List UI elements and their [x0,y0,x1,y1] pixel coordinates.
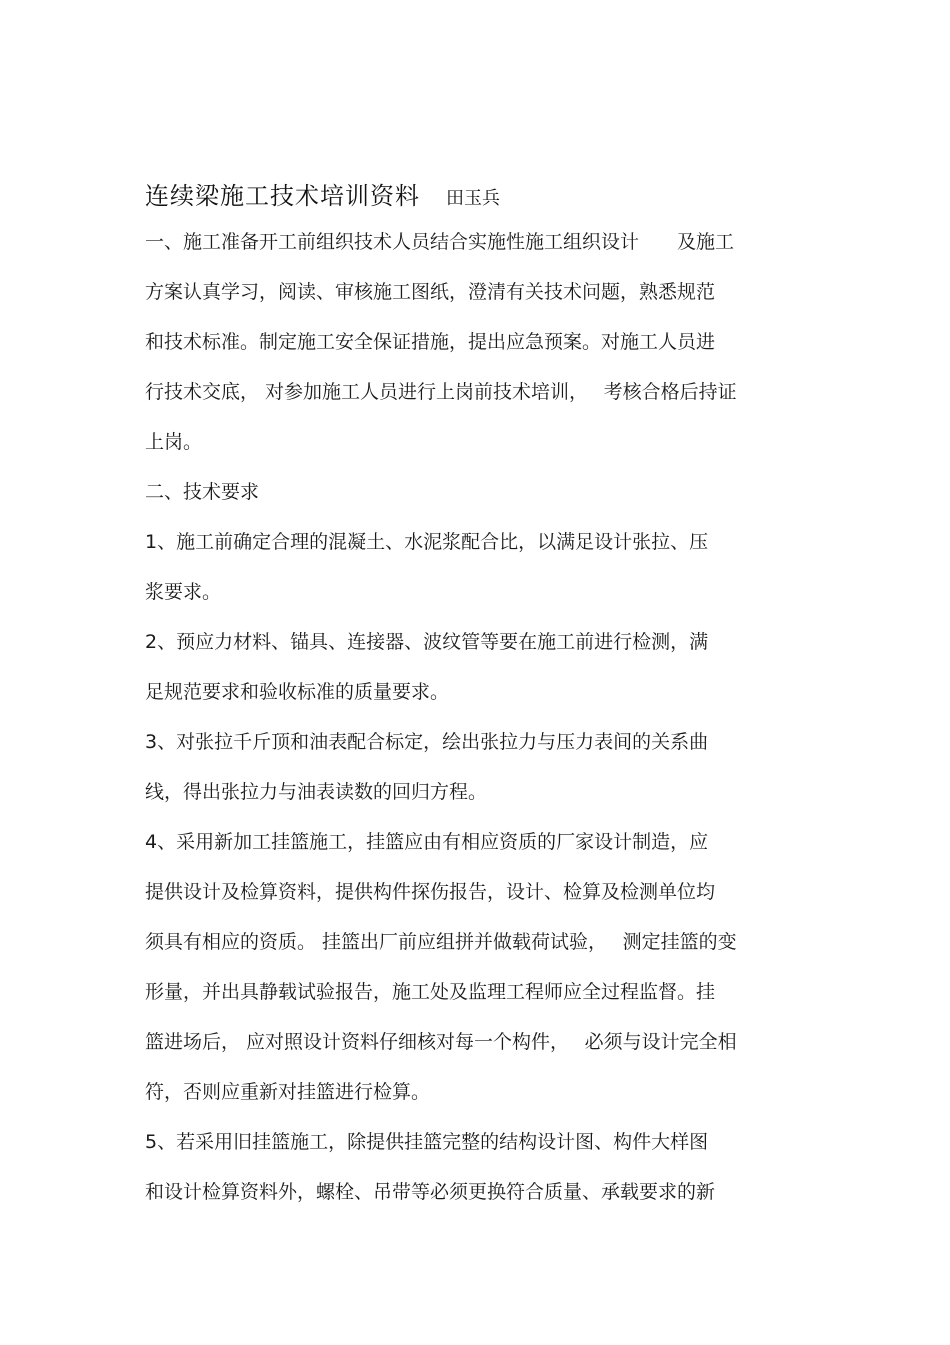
paragraph-line: 1、施工前确定合理的混凝土、水泥浆配合比，以满足设计张拉、压 [145,531,709,553]
paragraph-line: 提供设计及检算资料，提供构件探伤报告，设计、检算及检测单位均 [145,881,716,903]
paragraph-line: 浆要求。 [145,581,222,603]
paragraph-line: 形量，并出具静载试验报告，施工处及监理工程师应全过程监督。挂 [145,981,716,1003]
paragraph-line: 一、施工准备开工前组织技术人员结合实施性施工组织设计 及施工 [145,231,735,253]
paragraph-line: 和技术标准。制定施工安全保证措施，提出应急预案。对施工人员进 [145,331,716,353]
document-title: 连续梁施工技术培训资料 [145,182,420,210]
paragraph-line: 须具有相应的资质。 挂篮出厂前应组拼并做载荷试验， 测定挂篮的变 [145,931,737,953]
paragraph-line: 5、若采用旧挂篮施工，除提供挂篮完整的结构设计图、构件大样图 [145,1131,709,1153]
paragraph-line: 方案认真学习，阅读、审核施工图纸，澄清有关技术问题，熟悉规范 [145,281,716,303]
paragraph-line: 篮进场后， 应对照设计资料仔细核对每一个构件， 必须与设计完全相 [145,1031,737,1053]
paragraph-line: 行技术交底， 对参加施工人员进行上岗前技术培训， 考核合格后持证 [145,381,737,403]
paragraph-line: 足规范要求和验收标准的质量要求。 [145,681,450,703]
paragraph-line: 3、对张拉千斤顶和油表配合标定，绘出张拉力与压力表间的关系曲 [145,731,709,753]
title-row [145,176,500,211]
paragraph-line: 上岗。 [145,431,203,453]
paragraph-line: 4、采用新加工挂篮施工，挂篮应由有相应资质的厂家设计制造，应 [145,831,709,853]
paragraph-line: 和设计检算资料外，螺栓、吊带等必须更换符合质量、承载要求的新 [145,1181,716,1203]
paragraph-line: 2、预应力材料、锚具、连接器、波纹管等要在施工前进行检测，满 [145,631,709,653]
paragraph-line: 线，得出张拉力与油表读数的回归方程。 [145,781,488,803]
paragraph-line: 符，否则应重新对挂篮进行检算。 [145,1081,431,1103]
document-author: 田玉兵 [446,188,500,209]
section-heading: 二、技术要求 [145,481,260,503]
